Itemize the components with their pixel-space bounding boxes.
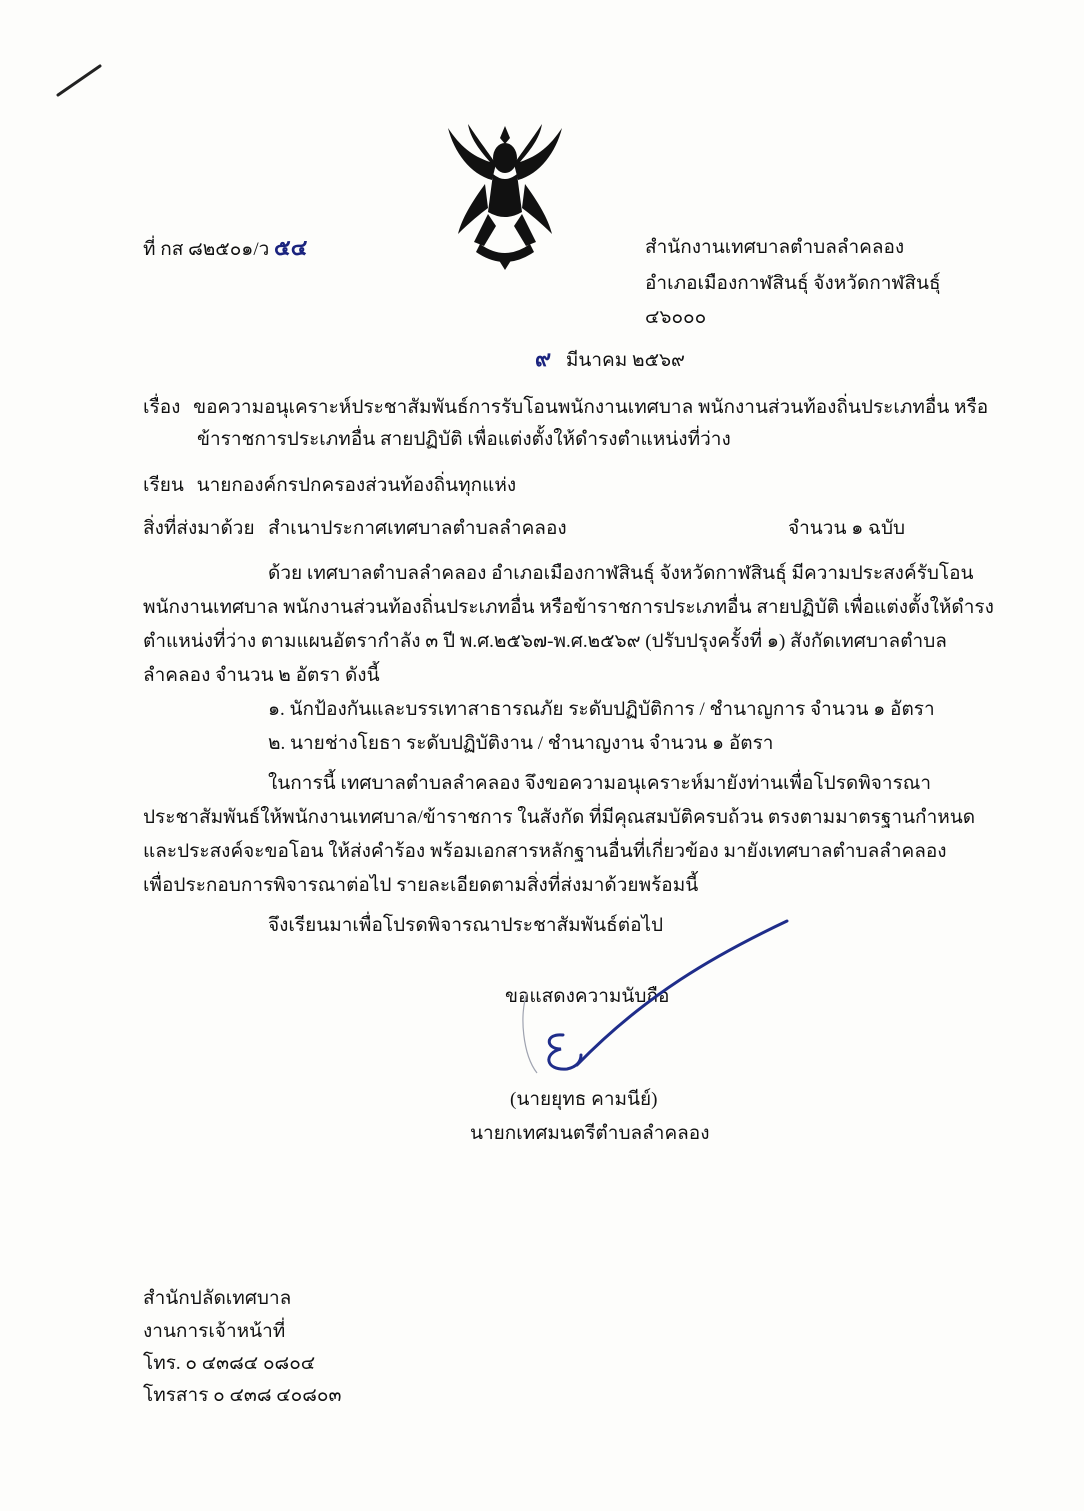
garuda-emblem-icon <box>440 122 570 272</box>
sender-district: อำเภอเมืองกาฬสินธุ์ จังหวัดกาฬสินธุ์ <box>645 273 941 294</box>
sender-office: สำนักงานเทศบาลตำบลลำคลอง <box>645 237 905 258</box>
paragraph-2-line-3: และประสงค์จะขอโอน ให้ส่งคำร้อง พร้อมเอกสารหลักฐานอื่นที่เกี่ยวข้อง มายังเทศบาลตำบลลำคลอง <box>143 841 947 862</box>
footer-fax: โทรสาร ๐ ๔๓๘ ๔๐๘๐๓ <box>143 1385 342 1406</box>
paragraph-1-line-2: พนักงานเทศบาล พนักงานส่วนท้องถิ่นประเภทอื่น หรือข้าราชการประเภทอื่น สายปฏิบัติ เพื่อแต่งตั้งให้ดำรง <box>143 597 994 618</box>
paragraph-2-line-1: ในการนี้ เทศบาลตำบลลำคลอง จึงขอความอนุเคราะห์มายังท่านเพื่อโปรดพิจารณา <box>268 773 932 794</box>
reference-prefix: ที่ กส ๘๒๕๐๑/ว <box>143 239 270 260</box>
subject-label: เรื่อง <box>143 397 181 418</box>
paragraph-1-line-1: ด้วย เทศบาลตำบลลำคลอง อำเภอเมืองกาฬสินธุ์ จังหวัดกาฬสินธุ์ มีความประสงค์รับโอน <box>268 563 974 584</box>
complimentary-close: ขอแสดงความนับถือ <box>505 986 670 1007</box>
footer-phone: โทร. ๐ ๔๓๘๔ ๐๘๐๔ <box>143 1353 316 1374</box>
enclosure-text: สำเนาประกาศเทศบาลตำบลลำคลอง <box>268 518 567 539</box>
reference-handwritten-number: ๕๔ <box>274 235 308 261</box>
signer-title: นายกเทศมนตรีตำบลลำคลอง <box>470 1123 710 1144</box>
position-item-2: ๒. นายช่างโยธา ระดับปฏิบัติงาน / ชำนาญงาน จำนวน ๑ อัตรา <box>268 733 774 754</box>
pen-mark <box>55 62 105 98</box>
reference-number <box>143 236 307 262</box>
enclosure-label: สิ่งที่ส่งมาด้วย <box>143 518 255 539</box>
salutation-text: นายกองค์กรปกครองส่วนท้องถิ่นทุกแห่ง <box>196 475 517 496</box>
paragraph-2-line-4: เพื่อประกอบการพิจารณาต่อไป รายละเอียดตามสิ่งที่ส่งมาด้วยพร้อมนี้ <box>143 875 699 896</box>
paragraph-1-line-4: ลำคลอง จำนวน ๒ อัตรา ดังนี้ <box>143 665 380 686</box>
sender-postcode: ๔๖๐๐๐ <box>645 307 707 328</box>
letter-date <box>535 347 685 373</box>
handwritten-signature-icon <box>515 915 795 1085</box>
salutation <box>143 474 516 498</box>
date-month-year: มีนาคม ๒๕๖๙ <box>565 350 685 371</box>
paragraph-1-line-3: ตำแหน่งที่ว่าง ตามแผนอัตรากำลัง ๓ ปี พ.ศ.๒๕๖๗-พ.ศ.๒๕๖๙ (ปรับปรุงครั้งที่ ๑) สังกัดเทศบาลตำบล <box>143 631 947 652</box>
footer-section: งานการเจ้าหน้าที่ <box>143 1321 286 1342</box>
signer-name: (นายยุทธ คามนีย์) <box>510 1089 658 1110</box>
subject-text-1: ขอความอนุเคราะห์ประชาสัมพันธ์การรับโอนพนักงานเทศบาล พนักงานส่วนท้องถิ่นประเภทอื่น หรือ <box>193 397 989 418</box>
date-handwritten-day: ๙ <box>535 346 552 372</box>
enclosure-quantity: จำนวน ๑ ฉบับ <box>788 518 906 539</box>
paragraph-2-line-2: ประชาสัมพันธ์ให้พนักงานเทศบาล/ข้าราชการ ในสังกัด ที่มีคุณสมบัติครบถ้วน ตรงตามมาตรฐานกำหนด <box>143 807 976 828</box>
footer-office: สำนักปลัดเทศบาล <box>143 1288 292 1309</box>
position-item-1: ๑. นักป้องกันและบรรเทาสาธารณภัย ระดับปฏิบัติการ / ชำนาญการ จำนวน ๑ อัตรา <box>268 699 935 720</box>
subject-line-2: ข้าราชการประเภทอื่น สายปฏิบัติ เพื่อแต่งตั้งให้ดำรงตำแหน่งที่ว่าง <box>197 429 731 450</box>
closing-sentence: จึงเรียนมาเพื่อโปรดพิจารณาประชาสัมพันธ์ต่อไป <box>268 915 664 936</box>
salutation-label: เรียน <box>143 475 184 496</box>
subject-line-1 <box>143 396 988 420</box>
